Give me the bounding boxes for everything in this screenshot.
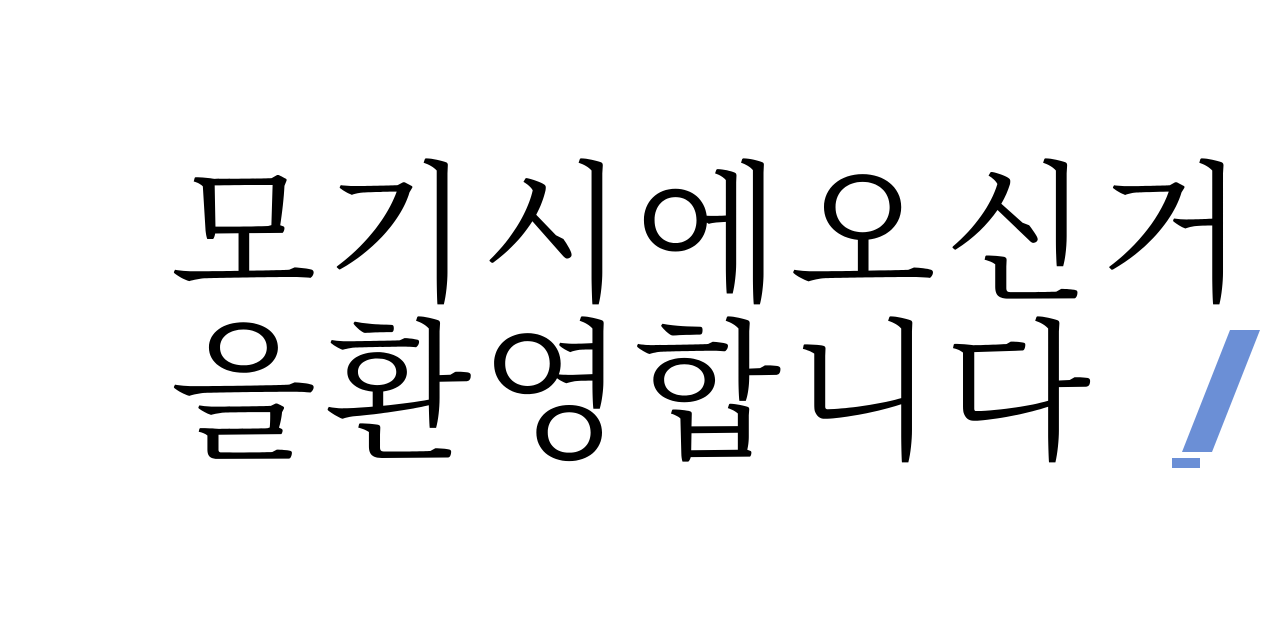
exclamation-icon bbox=[1172, 330, 1262, 470]
welcome-line-1: 모기시에오신거 bbox=[170, 147, 1254, 324]
welcome-line-2: 을환영합니다 bbox=[170, 305, 1099, 482]
welcome-message bbox=[170, 147, 1270, 560]
